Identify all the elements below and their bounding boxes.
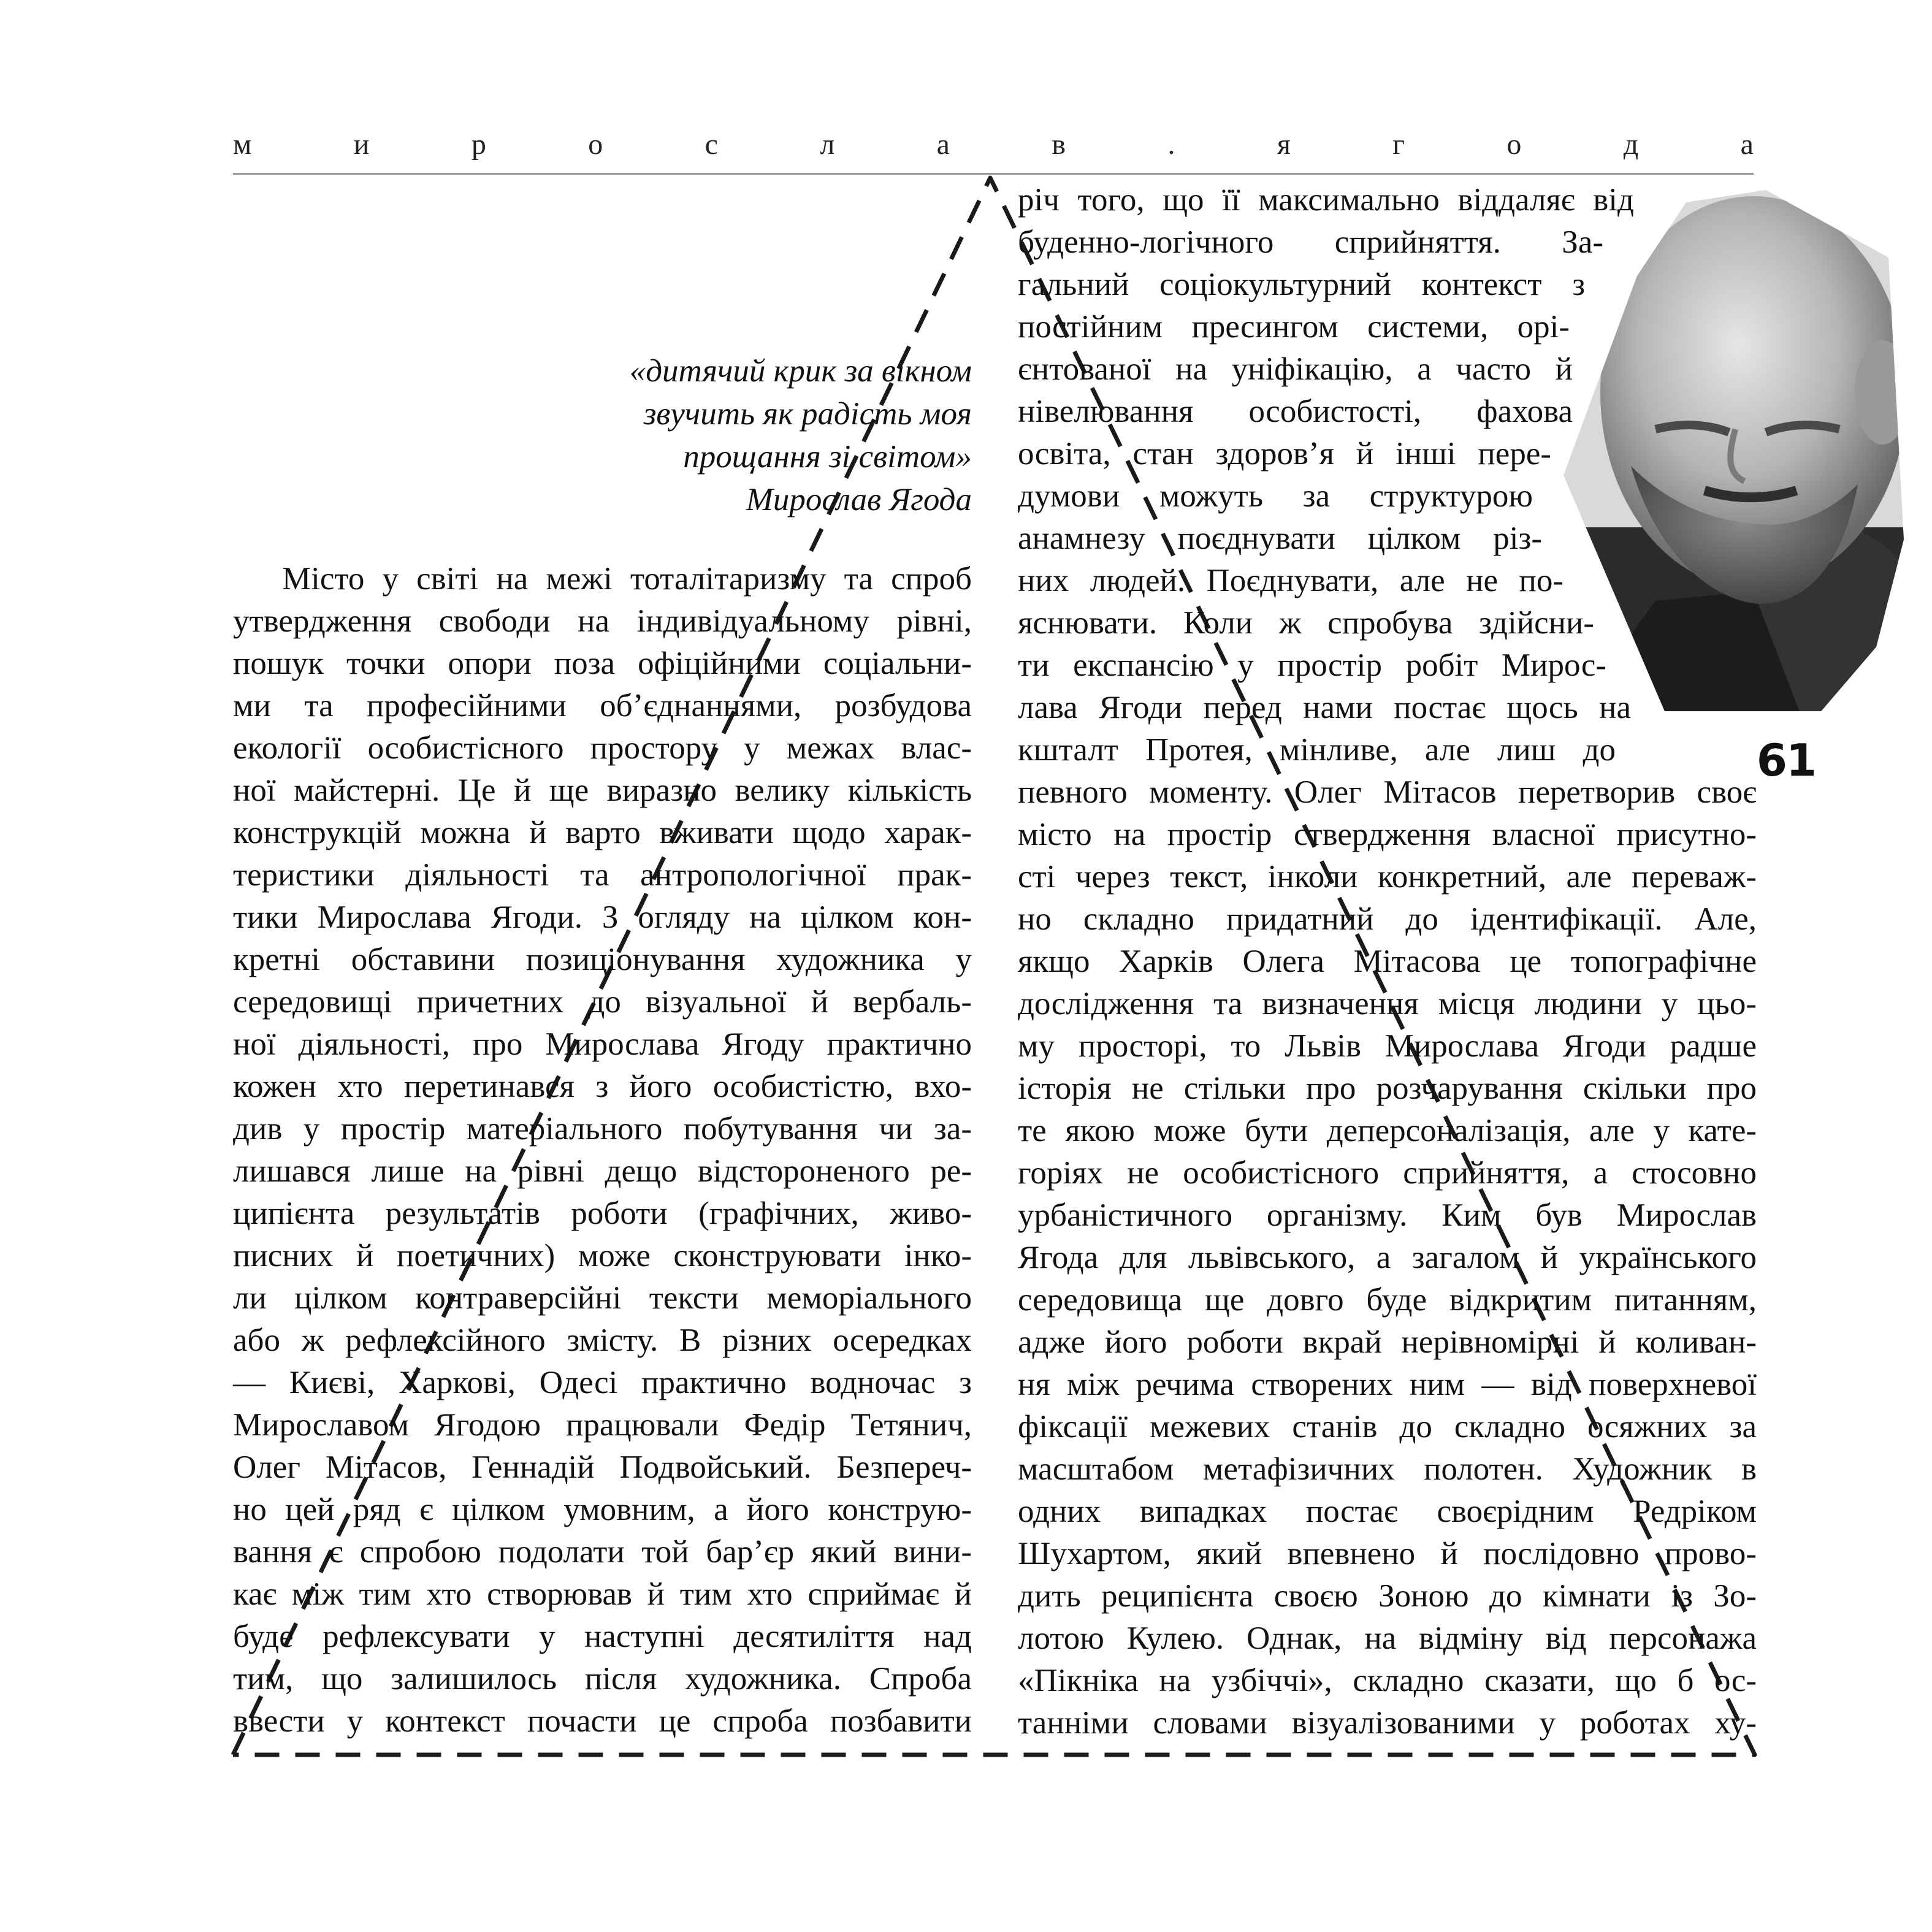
text-line: кожен хто перетинався з його особистістю, вхо- xyxy=(233,1069,972,1104)
running-head-letter: р xyxy=(471,128,486,161)
text-line: масштабом метафізичних полотен. Художник в xyxy=(1018,1451,1757,1487)
epigraph xyxy=(429,349,972,521)
text-line: но складно придатний до ідентифікації. Але, xyxy=(1018,901,1757,937)
text-line: ної діяльності, про Мирослава Ягоду практично xyxy=(233,1026,972,1062)
text-line: ти експансію у простір робіт Мирос- xyxy=(1018,647,1606,683)
text-line: освіта, стан здоров’я й інші пере- xyxy=(1018,436,1551,472)
text-line: постійним пресингом системи, орі- xyxy=(1018,309,1570,345)
text-line: тим, що залишилось після художника. Спроба xyxy=(233,1661,972,1697)
text-line: певного моменту. Олег Мітасов перетворив своє xyxy=(1018,774,1757,810)
text-line: буденно-логічного сприйняття. За- xyxy=(1018,224,1603,260)
text-line: якщо Харків Олега Мітасова це топографічне xyxy=(1018,944,1757,979)
epigraph-line: «дитячий крик за вікном xyxy=(629,353,972,389)
body-column-right xyxy=(1018,179,1757,1744)
text-line: екології особистісного простору у межах влас- xyxy=(233,730,972,766)
text-line: Шухартом, який впевнено й послідовно прово- xyxy=(1018,1536,1757,1571)
text-line: писних й поетичних) може сконструювати інко- xyxy=(233,1238,972,1273)
text-line: пошук точки опори поза офіційними соціальни- xyxy=(233,646,972,681)
text-line: «Пікніка на узбіччі», складно сказати, що б ос- xyxy=(1018,1663,1757,1698)
text-line: Місто у світі на межі тоталітаризму та спроб xyxy=(282,561,972,597)
page-number: 61 xyxy=(1756,735,1816,786)
text-line: анамнезу поєднувати цілком різ- xyxy=(1018,521,1542,556)
running-head-letter: о xyxy=(1506,128,1522,161)
text-line: кає між тим хто створював й тим хто сприймає й xyxy=(233,1576,972,1612)
text-line: лишався лише на рівні дещо відстороненого ре- xyxy=(233,1153,972,1189)
text-line: теристики діяльності та антропологічної прак- xyxy=(233,857,972,893)
text-line: або ж рефлексійного змісту. В різних осередках xyxy=(233,1323,972,1358)
text-line: му просторі, то Львів Мирослава Ягоди радше xyxy=(1018,1028,1757,1064)
text-line: нівелювання особистості, фахова xyxy=(1018,394,1573,429)
running-head-letter: я xyxy=(1277,128,1291,161)
text-line: — Києві, Харкові, Одесі практично водночас з xyxy=(233,1365,972,1400)
body-column-left xyxy=(233,558,972,1743)
text-line: кшталт Протея, мінливе, але лиш до xyxy=(1018,732,1616,768)
text-line: гальний соціокультурний контекст з xyxy=(1018,267,1585,302)
text-line: фіксації межевих станів до складно осяжних за xyxy=(1018,1409,1757,1445)
text-line: див у простір матеріального побутування чи за- xyxy=(233,1111,972,1147)
text-line: ми та професійними об’єднаннями, розбудова xyxy=(233,688,972,724)
text-line: єнтованої на уніфікацію, а часто й xyxy=(1018,351,1573,387)
text-line: тики Мирослава Ягоди. З огляду на цілком кон- xyxy=(233,899,972,935)
running-head-letter: л xyxy=(820,128,835,161)
text-line: горіях не особистісного сприйняття, а стосовно xyxy=(1018,1155,1757,1191)
text-line: них людей. Поєднувати, але не по- xyxy=(1018,563,1564,598)
text-line: дить реципієнта своєю Зоною до кімнати із Зо- xyxy=(1018,1578,1757,1614)
text-line: місто на простір ствердження власної присутно- xyxy=(1018,817,1757,852)
text-line: утвердження свободи на індивідуальному рівні, xyxy=(233,603,972,639)
running-head-letter: с xyxy=(704,128,718,161)
text-line: одних випадках постає своєрідним Редріком xyxy=(1018,1494,1757,1529)
text-line: яснювати. Коли ж спробува здійсни- xyxy=(1018,605,1594,641)
text-line: ної майстерні. Це й ще виразно велику кількість xyxy=(233,773,972,808)
text-line: лава Ягоди перед нами постає щось на xyxy=(1018,690,1631,725)
text-line: дослідження та визначення місця людини у цьо- xyxy=(1018,986,1757,1021)
text-line: Олег Мітасов, Геннадій Подвойський. Безпереч- xyxy=(233,1449,972,1485)
text-line: ня між речима створених ним — від поверхневої xyxy=(1018,1367,1757,1402)
epigraph-line: прощання зі світом» xyxy=(683,439,972,475)
text-line: вання є спробою подолати той бар’єр який вини- xyxy=(233,1534,972,1570)
text-line: ли цілком контраверсійні тексти меморіального xyxy=(233,1280,972,1316)
text-line: буде рефлексувати у наступні десятиліття над xyxy=(233,1619,972,1654)
text-line: Ягода для львівського, а загалом й українського xyxy=(1018,1240,1757,1275)
running-head-letter: и xyxy=(353,128,370,161)
text-line: те якою може бути деперсоналізація, але у кате- xyxy=(1018,1113,1757,1148)
epigraph-line: звучить як радість моя xyxy=(643,396,972,432)
running-head-letter: г xyxy=(1392,128,1405,161)
text-line: середовищі причетних до візуальної й вербаль- xyxy=(233,984,972,1020)
running-head-letter: м xyxy=(233,128,252,161)
text-line: сті через текст, інколи конкретний, але переваж- xyxy=(1018,859,1757,895)
text-line: адже його роботи вкрай нерівномірні й коливан- xyxy=(1018,1324,1757,1360)
running-head-letter: в xyxy=(1052,128,1066,161)
running-head-letter: о xyxy=(588,128,603,161)
text-line: річ того, що її максимально віддаляє від xyxy=(1018,182,1634,218)
text-line: но цей ряд є цілком умовним, а його конструю- xyxy=(233,1492,972,1527)
running-head-letter: а xyxy=(936,128,950,161)
text-line: ципієнта результатів роботи (графічних, живо- xyxy=(233,1196,972,1231)
text-line: урбаністичного організму. Ким був Мирослав xyxy=(1018,1197,1757,1233)
text-line: Мирославом Ягодою працювали Федір Тетянич, xyxy=(233,1407,972,1443)
text-line: історія не стільки про розчарування скільки про xyxy=(1018,1071,1757,1106)
text-line: кретні обставини позиціонування художника у xyxy=(233,942,972,977)
epigraph-author: Мирослав Ягода xyxy=(746,482,972,517)
text-line: думови можуть за структурою xyxy=(1018,478,1533,514)
running-head-letter: . xyxy=(1167,128,1175,161)
text-line: ввести у контекст почасти це спроба позбавити xyxy=(233,1703,972,1739)
text-line: середовища ще довго буде відкритим питанням, xyxy=(1018,1282,1757,1318)
text-line: танніми словами візуалізованими у роботах ху- xyxy=(1018,1705,1757,1741)
text-line: лотою Кулею. Однак, на відміну від персонажа xyxy=(1018,1621,1757,1656)
text-line: конструкцій можна й варто вживати щодо харак- xyxy=(233,815,972,850)
running-head-letter: д xyxy=(1623,128,1639,161)
running-head-letter: а xyxy=(1740,128,1754,161)
